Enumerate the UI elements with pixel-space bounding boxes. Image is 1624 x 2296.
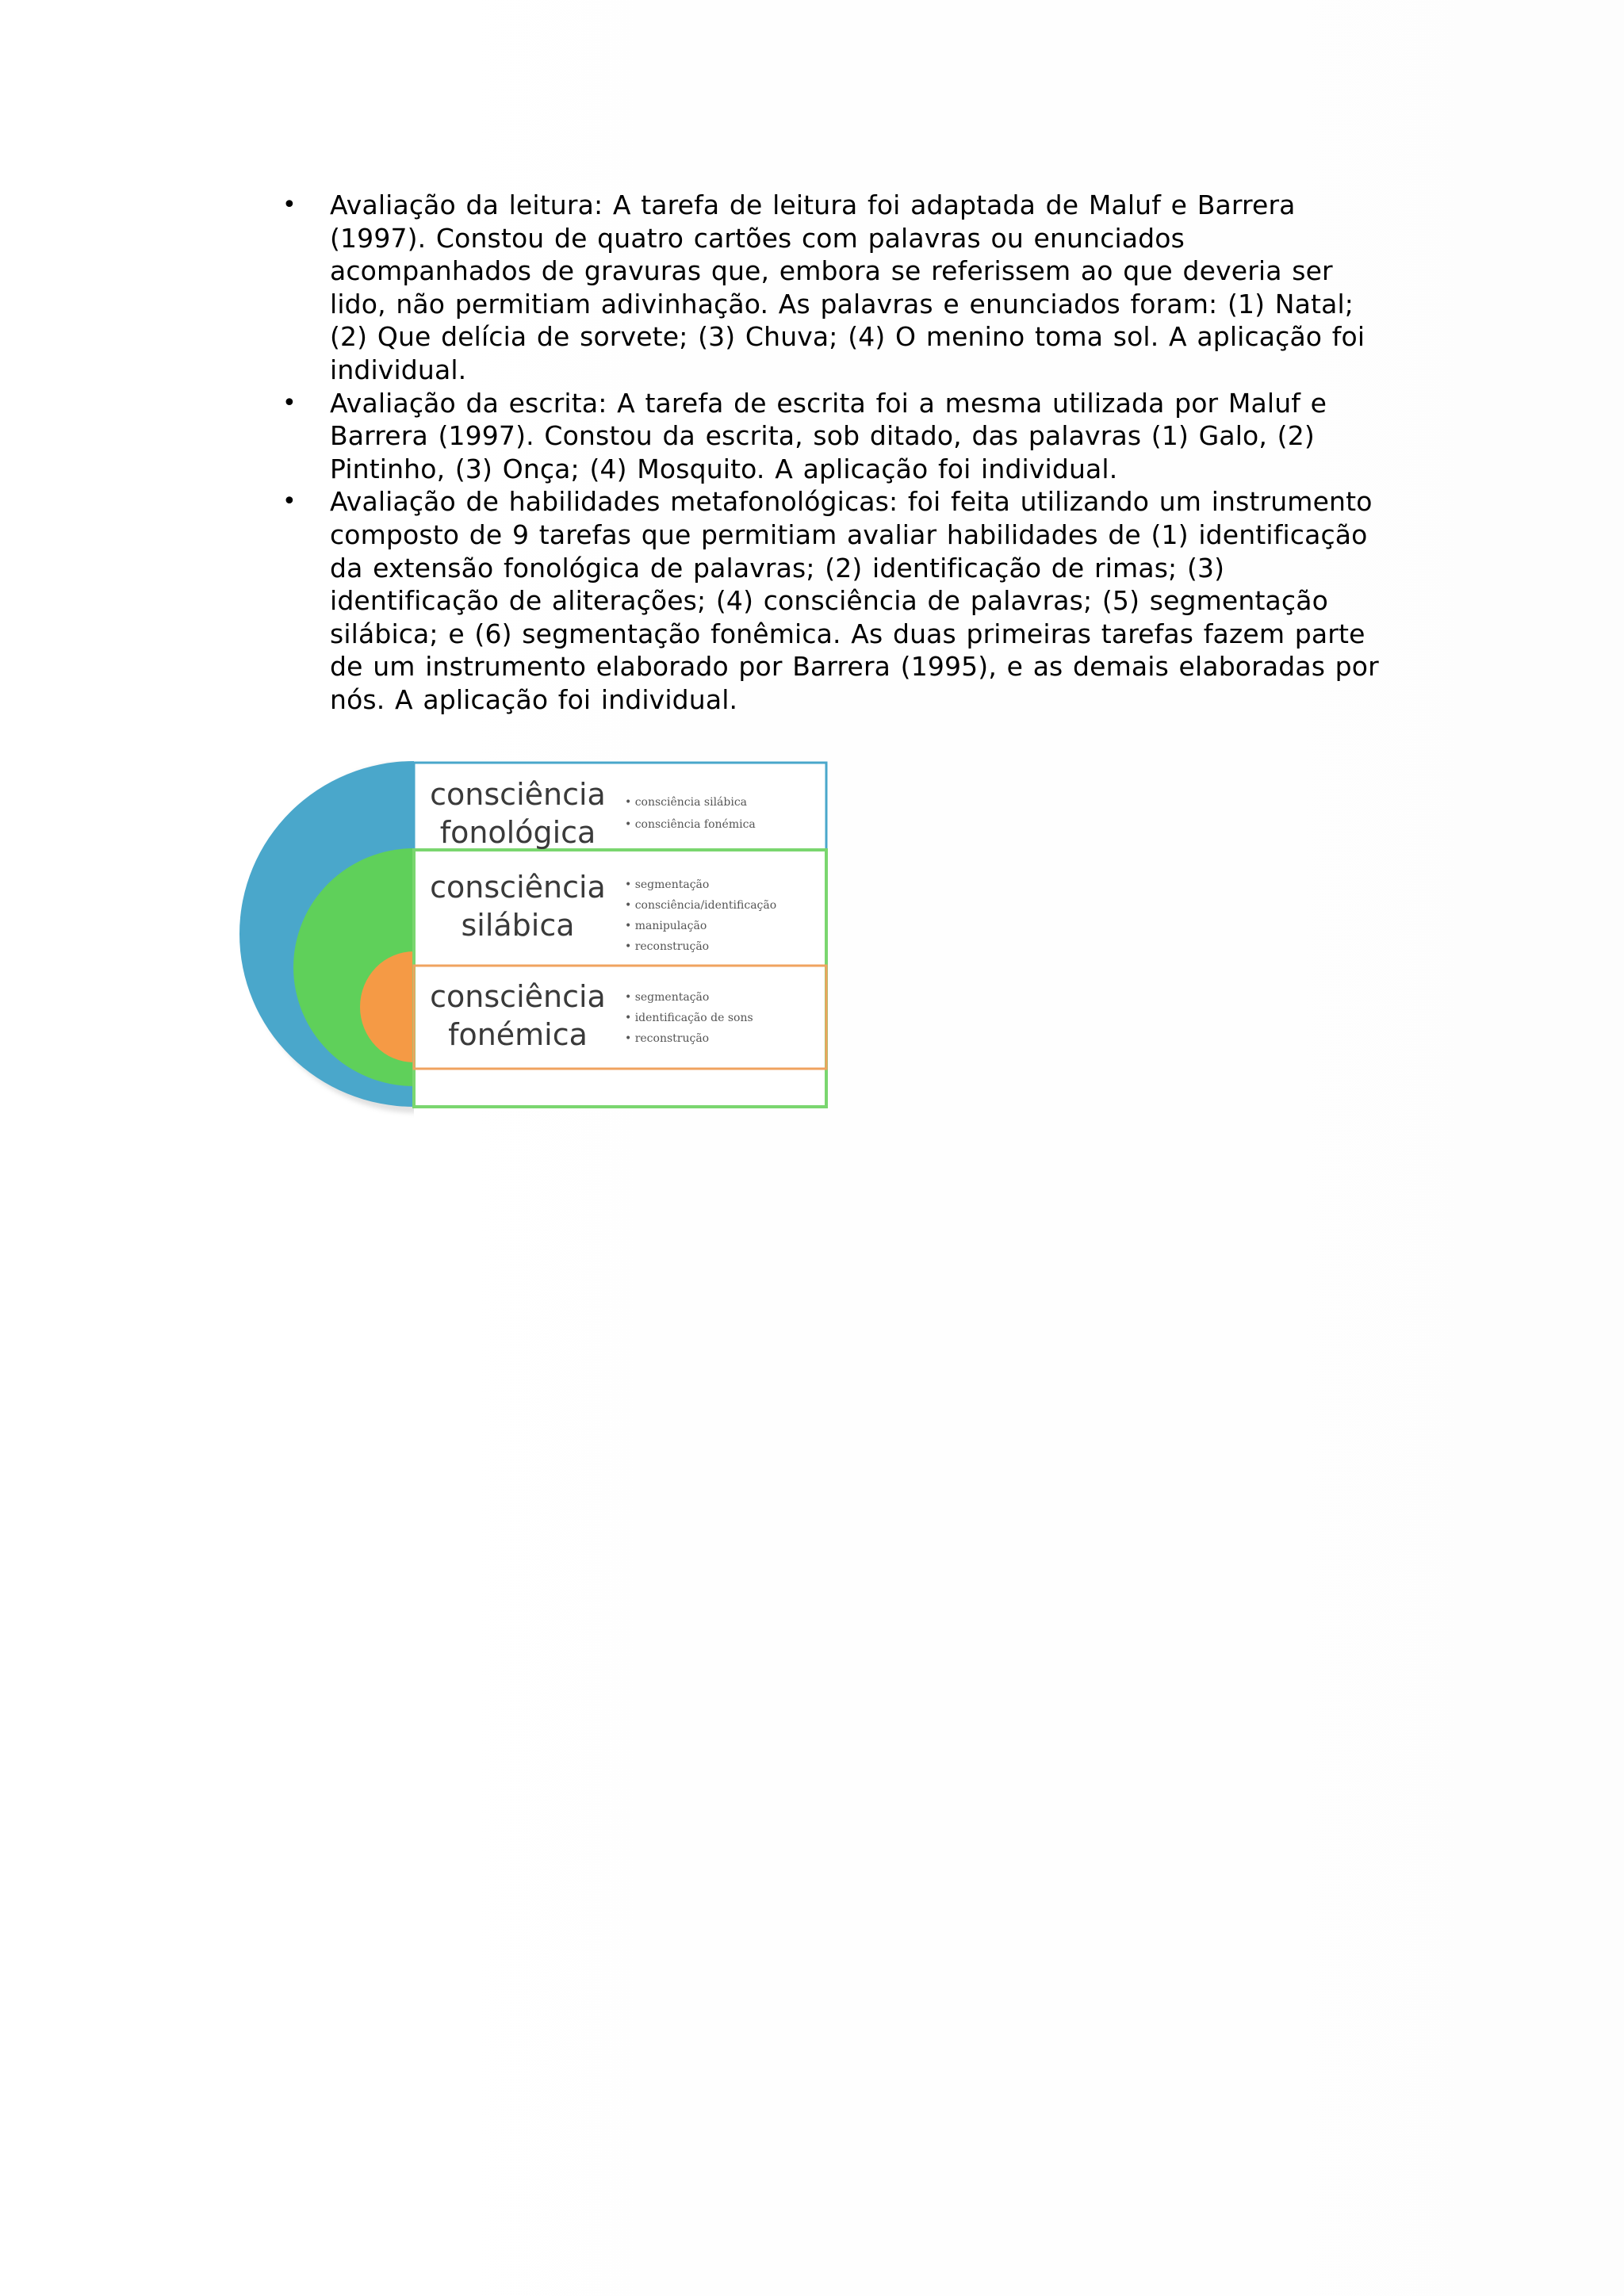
row-2-item: • segmentação xyxy=(625,878,710,891)
list-item-text: Avaliação de habilidades metafonológicas: foi feita utilizando um instrumento composto de 9 tarefas que permitiam avaliar habilidades de (1) identificação da extensão fonológica de palavras; (2) identificação de rimas; (3) identificação de aliterações; (4) consciência de palavras; (5) segmentação silábica; e (6) segmentação fonêmica. As duas primeiras tarefas fazem parte de um instrumento elaborado por Barrera (1995), e as demais elaboradas por nós. A aplicação foi individual. xyxy=(330,486,1379,715)
row-2-heading-line-1: consciência xyxy=(430,870,606,905)
list-item-text: Avaliação da leitura: A tarefa de leitura foi adaptada de Maluf e Barrera (1997). Constou de quatro cartões com palavras ou enunciados acompanhados de gravuras que, embora se referissem ao que deveria ser lido, não permitiam adivinhação. As palavras e enunciados foram: (1) Natal; (2) Que delícia de sorvete; (3) Chuva; (4) O menino toma sol. A aplicação foi individual. xyxy=(330,189,1365,385)
list-item-text: Avaliação da escrita: A tarefa de escrita foi a mesma utilizada por Maluf e Barrera (1997). Constou da escrita, sob ditado, das palavras (1) Galo, (2) Pintinho, (3) Onça; (4) Mosquito. A aplicação foi individual. xyxy=(330,387,1327,484)
list-item xyxy=(278,387,1388,486)
row-1-item: • consciência silábica xyxy=(625,796,748,809)
row-3-item: • identificação de sons xyxy=(625,1012,753,1024)
phonological-awareness-diagram xyxy=(238,761,833,1118)
row-1-heading-line-2: fonológica xyxy=(439,815,596,850)
assessment-list xyxy=(278,189,1388,717)
row-3-heading-line-1: consciência xyxy=(430,979,606,1014)
row-2-item: • consciência/identificação xyxy=(625,899,777,912)
row-2-item: • manipulação xyxy=(625,920,707,932)
list-item xyxy=(278,189,1388,387)
row-3-item: • segmentação xyxy=(625,991,710,1004)
bullet-icon: • xyxy=(282,191,297,219)
diagram-svg xyxy=(238,761,833,1118)
bullet-icon: • xyxy=(282,388,297,417)
row-1-heading-line-1: consciência xyxy=(430,777,606,812)
bullet-icon: • xyxy=(282,488,297,516)
list-item xyxy=(278,485,1388,716)
row-3-heading-line-2: fonémica xyxy=(448,1017,588,1052)
row-1-item: • consciência fonémica xyxy=(625,818,756,831)
row-3-item: • reconstrução xyxy=(625,1032,710,1045)
row-2-item: • reconstrução xyxy=(625,940,710,953)
row-2-heading-line-2: silábica xyxy=(461,908,575,943)
